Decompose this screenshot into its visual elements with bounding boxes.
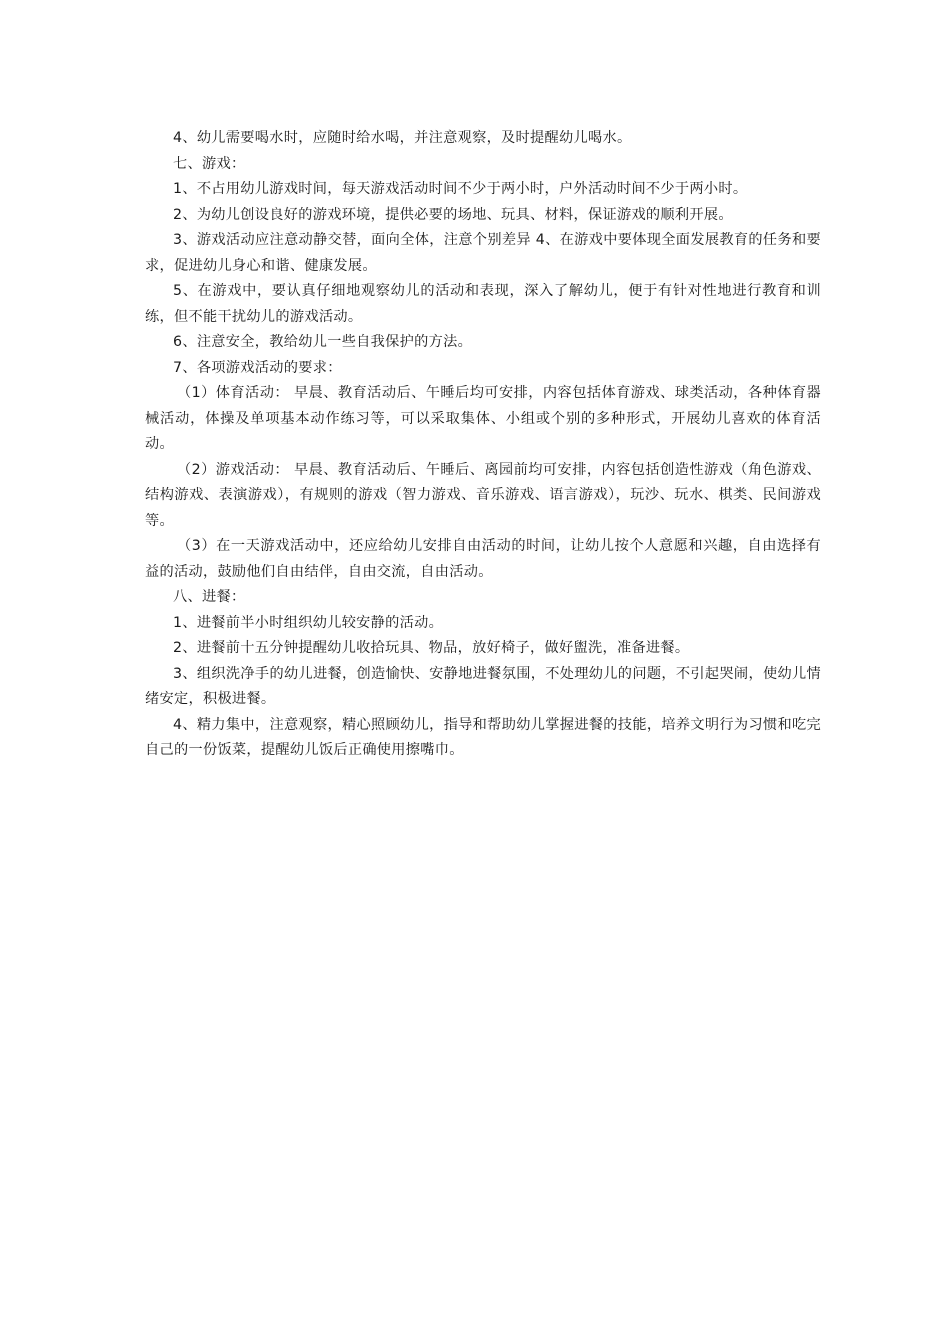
paragraph-meal-prepare: 2、进餐前十五分钟提醒幼儿收拾玩具、物品，放好椅子，做好盥洗，准备进餐。 [173,640,690,656]
paragraph-sports-activity: （1）体育活动： 早晨、教育活动后、午睡后均可安排，内容包括体育游戏、球类活动，各种体育器械活动，体操及单项基本动作练习等，可以采取集体、小组或个别的多种形式，开展幼儿喜欢的体育活动。 [145,385,821,452]
paragraph-game-environment: 2、为幼儿创设良好的游戏环境，提供必要的场地、玩具、材料，保证游戏的顺利开展。 [173,206,733,223]
paragraph-game-observation: 5、在游戏中，要认真仔细地观察幼儿的活动和表现，深入了解幼儿，便于有针对性地进行教育和训练，但不能干扰幼儿的游戏活动。 [145,283,821,325]
paragraph-water: 4、幼儿需要喝水时，应随时给水喝，并注意观察，及时提醒幼儿喝水。 [173,130,632,146]
paragraph-game-balance: 3、游戏活动应注意动静交替，面向全体，注意个别差异 4、在游戏中要体现全面发展教育的任务和要求，促进幼儿身心和谐、健康发展。 [145,232,821,274]
paragraph-meal-care: 4、精力集中，注意观察，精心照顾幼儿，指导和帮助幼儿掌握进餐的技能，培养文明行为习惯和吃完自己的一份饭菜，提醒幼儿饭后正确使用擦嘴巾。 [145,716,821,758]
section-heading-games: 七、游戏： [173,155,246,172]
paragraph-game-safety: 6、注意安全，教给幼儿一些自我保护的方法。 [173,334,473,350]
paragraph-game-time: 1、不占用幼儿游戏时间，每天游戏活动时间不少于两小时，户外活动时间不少于两小时。 [173,181,748,197]
paragraph-meal-atmosphere: 3、组织洗净手的幼儿进餐，创造愉快、安静地进餐氛围，不处理幼儿的问题，不引起哭闹，使幼儿情绪安定，积极进餐。 [145,665,821,707]
paragraph-game-requirements: 7、各项游戏活动的要求： [173,359,342,376]
paragraph-game-activity: （2）游戏活动： 早晨、教育活动后、午睡后、离园前均可安排，内容包括创造性游戏（角色游戏、结构游戏、表演游戏），有规则的游戏（智力游戏、音乐游戏、语言游戏），玩沙、玩水、棋类、民间游戏等。 [145,461,821,529]
paragraph-free-activity: （3）在一天游戏活动中，还应给幼儿安排自由活动的时间，让幼儿按个人意愿和兴趣，自由选择有益的活动，鼓励他们自由结伴，自由交流，自由活动。 [145,538,821,580]
section-heading-meals: 八、进餐： [173,589,246,605]
document-body [145,126,821,764]
paragraph-meal-quiet: 1、进餐前半小时组织幼儿较安静的活动。 [173,614,444,631]
